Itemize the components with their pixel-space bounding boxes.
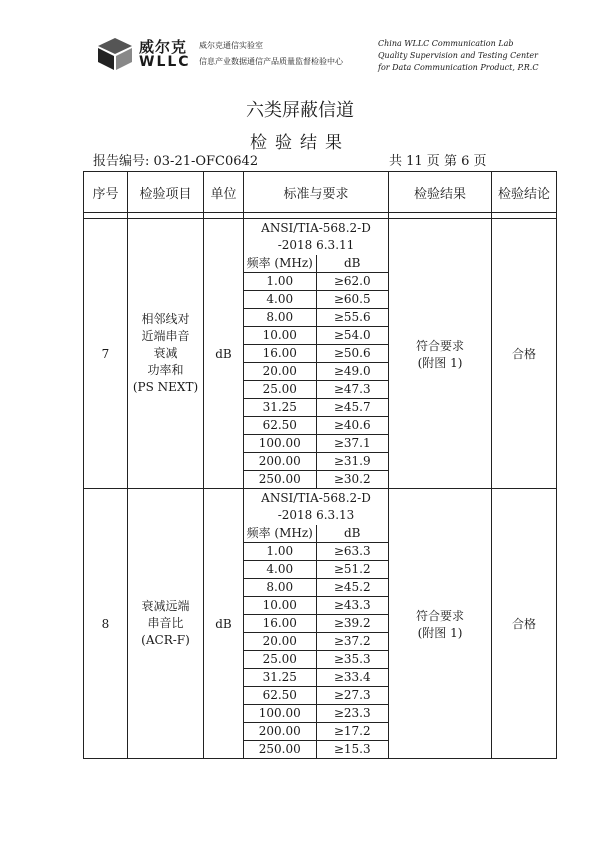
limit-frequency: 10.00 [244,327,316,345]
letterhead [95,36,539,72]
limit-row [244,543,388,561]
test-item-line: 串音比 [147,616,184,630]
limit-frequency: 100.00 [244,705,316,723]
standard-reference-line: -2018 6.3.13 [277,508,355,522]
limit-value: ≥23.3 [316,705,388,723]
table-row [84,489,557,759]
header-result: 检验结果 [389,172,492,213]
limit-row [244,471,388,489]
header-no: 序号 [84,172,128,213]
limit-value: ≥17.2 [316,723,388,741]
unit-cell: dB [204,219,244,489]
results-table [83,171,557,759]
brand-name-en: WLLC [139,54,191,70]
limit-value: ≥60.5 [316,291,388,309]
test-result-line: (附图 1) [417,625,463,640]
limit-table [244,525,388,758]
limit-value: ≥37.2 [316,633,388,651]
limit-value: ≥30.2 [316,471,388,489]
limit-row [244,273,388,291]
document-title: 六类屏蔽信道 [246,100,354,121]
limit-frequency: 25.00 [244,381,316,399]
limit-value: ≥27.3 [316,687,388,705]
standard-cell [244,489,389,759]
limit-row [244,291,388,309]
limit-row [244,561,388,579]
limit-frequency: 8.00 [244,309,316,327]
limit-value: ≥50.6 [316,345,388,363]
limit-frequency: 250.00 [244,741,316,759]
lab-name-cn: 威尔克通信实验室 [199,41,263,50]
limit-frequency: 200.00 [244,723,316,741]
limit-frequency: 1.00 [244,543,316,561]
limit-frequency: 8.00 [244,579,316,597]
limit-frequency: 20.00 [244,363,316,381]
page-info: 共 11 页 第 6 页 [389,154,487,169]
frequency-header: 频率 (MHz) [244,255,316,273]
row-number: 8 [84,489,128,759]
test-item-line: (ACR-F) [141,633,190,647]
limit-header-row [244,525,388,543]
lab-name-en-line-1: China WLLC Communication Lab [378,39,514,48]
limit-frequency: 100.00 [244,435,316,453]
lab-name-en [378,38,548,74]
standard-cell [244,219,389,489]
center-name-cn: 信息产业数据通信产品质量监督检验中心 [199,57,343,66]
limit-value: ≥63.3 [316,543,388,561]
test-item-line: 衰减 [153,346,178,360]
document-subtitle: 检验结果 [250,133,350,153]
limit-row [244,579,388,597]
limit-frequency: 31.25 [244,669,316,687]
test-item-line: (PS NEXT) [132,380,199,394]
limit-header-row [244,255,388,273]
standard-reference-line: -2018 6.3.11 [277,238,355,252]
lab-name-en-line-3: for Data Communication Product, P.R.C [378,63,539,72]
frequency-header: 频率 (MHz) [244,525,316,543]
test-result-line: 符合要求 [415,338,464,353]
limit-value: ≥45.2 [316,579,388,597]
limit-row [244,363,388,381]
limit-row [244,399,388,417]
db-header: dB [316,255,388,273]
limit-value: ≥39.2 [316,615,388,633]
limit-value: ≥43.3 [316,597,388,615]
limit-frequency: 25.00 [244,651,316,669]
limit-row [244,723,388,741]
limit-value: ≥49.0 [316,363,388,381]
test-item-line: 相邻线对 [141,312,190,326]
standard-reference-line: ANSI/TIA-568.2-D [261,221,371,235]
limit-frequency: 200.00 [244,453,316,471]
limit-row [244,651,388,669]
limit-row [244,417,388,435]
limit-value: ≥40.6 [316,417,388,435]
limit-frequency: 62.50 [244,417,316,435]
limit-value: ≥33.4 [316,669,388,687]
unit-cell: dB [204,489,244,759]
test-result-line: (附图 1) [417,355,463,370]
limit-row [244,687,388,705]
limit-row [244,669,388,687]
header-item: 检验项目 [128,172,204,213]
limit-value: ≥35.3 [316,651,388,669]
limit-frequency: 16.00 [244,345,316,363]
test-conclusion: 合格 [492,219,557,489]
lab-name-en-line-2: Quality Supervision and Testing Center [378,51,538,60]
brand-name-cn: 威尔克 [139,38,188,56]
limit-row [244,345,388,363]
limit-value: ≥15.3 [316,741,388,759]
limit-row [244,741,388,759]
report-number: 报告编号: 03-21-OFC0642 [93,154,259,169]
limit-value: ≥31.9 [316,453,388,471]
limit-frequency: 31.25 [244,399,316,417]
test-result [389,489,492,759]
limit-row [244,453,388,471]
limit-frequency: 250.00 [244,471,316,489]
test-item-name [128,489,204,759]
limit-frequency: 4.00 [244,291,316,309]
limit-row [244,615,388,633]
limit-frequency: 4.00 [244,561,316,579]
limit-frequency: 20.00 [244,633,316,651]
wllc-cube-logo-icon [95,36,135,72]
db-header: dB [316,525,388,543]
limit-value: ≥37.1 [316,435,388,453]
limit-value: ≥47.3 [316,381,388,399]
limit-value: ≥51.2 [316,561,388,579]
table-header-row [84,172,557,213]
test-result [389,219,492,489]
test-item-line: 近端串音 [141,329,190,343]
limit-row [244,327,388,345]
limit-frequency: 1.00 [244,273,316,291]
limit-value: ≥62.0 [316,273,388,291]
header-conclusion: 检验结论 [492,172,557,213]
test-item-line: 功率和 [147,363,184,377]
test-item-line: 衰减远端 [141,599,190,613]
test-result-line: 符合要求 [415,608,464,623]
test-conclusion: 合格 [492,489,557,759]
limit-frequency: 10.00 [244,597,316,615]
test-item-name [128,219,204,489]
standard-reference [244,219,388,255]
limit-frequency: 16.00 [244,615,316,633]
limit-frequency: 62.50 [244,687,316,705]
limit-row [244,381,388,399]
limit-row [244,705,388,723]
standard-reference [244,489,388,525]
standard-reference-line: ANSI/TIA-568.2-D [261,491,371,505]
header-unit: 单位 [204,172,244,213]
limit-table [244,255,388,488]
table-row [84,219,557,489]
row-number: 7 [84,219,128,489]
limit-row [244,597,388,615]
limit-row [244,309,388,327]
limit-row [244,633,388,651]
limit-value: ≥55.6 [316,309,388,327]
limit-value: ≥54.0 [316,327,388,345]
limit-row [244,435,388,453]
header-standard: 标准与要求 [244,172,389,213]
table-body [84,219,557,759]
limit-value: ≥45.7 [316,399,388,417]
